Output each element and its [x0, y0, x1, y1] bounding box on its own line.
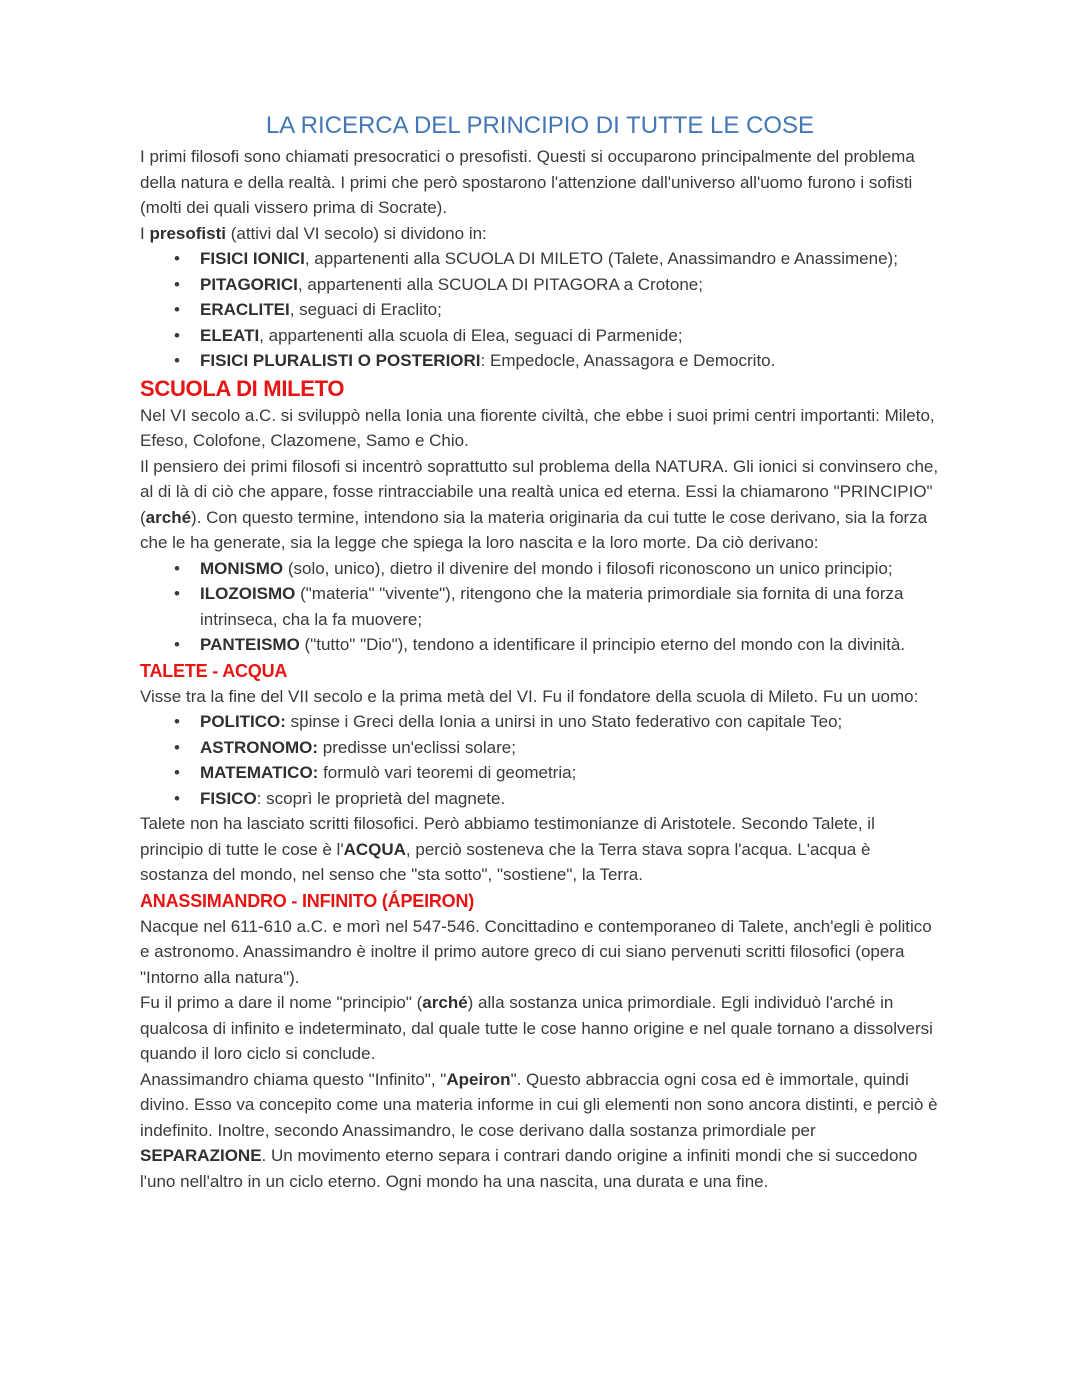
group-term: FISICI PLURALISTI O POSTERIORI: [200, 351, 481, 370]
list-item: [140, 297, 940, 323]
list-item: [140, 272, 940, 298]
mileto-paragraph-2: [140, 454, 940, 556]
derivation-desc: ("tutto" "Dio"), tendono a identificare il principio eterno del mondo con la divinità.: [299, 635, 906, 654]
role-desc: formulò vari teoremi di geometria;: [318, 763, 577, 782]
mileto-p2-c: ). Con questo termine, intendono sia la materia originaria da cui tutte le cose derivano, sia la forza che le ha generate, sia la legge che spiega la loro nascita e la loro morte. Da ciò derivano:: [140, 507, 928, 552]
acqua-term: ACQUA: [343, 839, 406, 859]
intro-paragraph: [140, 144, 940, 221]
presofisti-post: (attivi dal VI secolo) si dividono in:: [225, 223, 487, 243]
arche-term: arché: [422, 993, 468, 1012]
group-term: ELEATI: [200, 325, 260, 345]
presofisti-term: presofisti: [149, 223, 226, 243]
list-item: [140, 709, 940, 735]
mileto-p2-a: Il pensiero dei primi filosofi si incentrò soprattutto sul problema della NATURA. Gli ionici si convinsero che, al di là di ciò che appare, fosse rintracciabile una realtà unica ed eterna. Essi la chiamarono "PRINCIPIO" (: [140, 456, 939, 527]
anassimandro-p2-c: ) alla sostanza unica primordiale. Egli individuò l'arché in qualcosa di infinito e indeterminato, dal quale tutte le cose hanno origine e nel quale tornano a dissolversi quando il loro ciclo si conclude.: [140, 993, 933, 1063]
list-item: [140, 760, 940, 786]
anassimandro-p2-a: Fu il primo a dare il nome "principio" (: [140, 993, 423, 1012]
talete-p2-c: , perciò sosteneva che la Terra stava sopra l'acqua. L'acqua è sostanza del mondo, nel senso che "sta sotto", "sostiene", la Terra.: [140, 839, 871, 884]
arche-term: arché: [145, 507, 192, 527]
mileto-paragraph-1: [140, 403, 940, 454]
anassimandro-p3-e: . Un movimento eterno separa i contrari dando origine a infiniti mondi che si succedono l'uno nell'altro in un ciclo eterno. Ogni mondo ha una nascita, una durata e una fine.: [140, 1146, 918, 1191]
apeiron-term: Apeiron: [446, 1069, 511, 1089]
derivation-desc: (solo, unico), dietro il divenire del mondo i filosofi riconoscono un unico principio;: [283, 558, 893, 578]
list-item: [140, 246, 940, 272]
role-desc: predisse un'eclissi solare;: [318, 737, 516, 757]
group-term: FISICI IONICI: [200, 249, 305, 268]
role-desc: : scoprì le proprietà del magnete.: [256, 788, 506, 808]
group-desc: : Empedocle, Anassagora e Democrito.: [480, 351, 776, 370]
mileto-p1-text: Nel VI secolo a.C. si sviluppò nella Ionia una fiorente civiltà, che ebbe i suoi primi centri importanti: Mileto, Efeso, Colofone, Clazomene, Samo e Chio.: [140, 405, 935, 450]
presofisti-pre: I: [140, 223, 150, 243]
talete-p2-a: Talete non ha lasciato scritti filosofici. Però abbiamo testimonianze di Aristotele. Secondo Talete, il principio di tutte le cose è l': [140, 814, 875, 859]
role-term: ASTRONOMO:: [200, 737, 319, 757]
section-heading-scuola-di-mileto: SCUOLA DI MILETO: [140, 375, 345, 401]
separazione-term: SEPARAZIONE: [140, 1146, 262, 1165]
derivations-list: [140, 556, 940, 658]
anassimandro-paragraph-1: [140, 914, 940, 991]
list-item: [140, 735, 940, 761]
anassimandro-p3-c: ". Questo abbraccia ogni cosa ed è immortale, quindi divino. Esso va concepito come una materia informe in cui gli elementi non sono ancora distinti, e perciò è indefinito. Inoltre, secondo Anassimandro, le cose derivano dalla sostanza primordiale per: [140, 1069, 938, 1140]
group-desc: , seguaci di Eraclito;: [289, 300, 442, 319]
talete-roles-list: [140, 709, 940, 811]
presocratic-groups-list: [140, 246, 940, 374]
derivation-desc: ("materia" "vivente"), ritengono che la materia primordiale sia fornita di una forza intrinseca, cha la fa muovere;: [200, 584, 904, 629]
anassimandro-p1-text: Nacque nel 611-610 a.C. e morì nel 547-546. Concittadino e contemporaneo di Talete, anch'egli è politico e astronomo. Anassimandro è inoltre il primo autore greco di cui siano pervenuti scritti filosofici (opera "Intorno alla natura").: [140, 916, 932, 987]
document-title: LA RICERCA DEL PRINCIPIO DI TUTTE LE COSE: [265, 112, 815, 139]
derivation-term: PANTEISMO: [200, 635, 300, 654]
list-item: [140, 348, 940, 374]
list-item: [140, 556, 940, 582]
list-item: [140, 323, 940, 349]
presofisti-line: [140, 221, 940, 247]
talete-paragraph-2: [140, 811, 940, 888]
group-desc: , appartenenti alla SCUOLA DI MILETO (Talete, Anassimandro e Anassimene);: [304, 249, 898, 268]
talete-paragraph-1: [140, 684, 940, 710]
group-term: PITAGORICI: [200, 274, 298, 294]
derivation-term: MONISMO: [200, 558, 284, 578]
role-term: MATEMATICO:: [200, 763, 319, 782]
derivation-term: ILOZOISMO: [200, 584, 296, 603]
list-item: [140, 632, 940, 658]
talete-p1-text: Visse tra la fine del VII secolo e la prima metà del VI. Fu il fondatore della scuola di Mileto. Fu un uomo:: [140, 686, 919, 706]
anassimandro-p3-a: Anassimandro chiama questo "Infinito", ": [140, 1069, 447, 1089]
role-desc: spinse i Greci della Ionia a unirsi in uno Stato federativo con capitale Teo;: [285, 712, 843, 731]
anassimandro-paragraph-2: [140, 990, 940, 1067]
intro-text: I primi filosofi sono chiamati presocratici o presofisti. Questi si occuparono principalmente del problema della natura e della realtà. I primi che però spostarono l'attenzione dall'universo all'uomo furono i sofisti (molti dei quali vissero prima di Socrate).: [140, 147, 915, 217]
section-heading-anassimandro: ANASSIMANDRO - INFINITO (ÁPEIRON): [140, 890, 475, 911]
group-desc: , appartenenti alla SCUOLA DI PITAGORA a Crotone;: [297, 274, 703, 294]
role-term: POLITICO:: [200, 712, 286, 731]
section-heading-talete: TALETE - ACQUA: [140, 660, 288, 681]
list-item: [140, 786, 940, 812]
group-term: ERACLITEI: [200, 300, 290, 319]
anassimandro-paragraph-3: [140, 1067, 940, 1195]
role-term: FISICO: [200, 788, 257, 808]
group-desc: , appartenenti alla scuola di Elea, seguaci di Parmenide;: [259, 325, 683, 345]
list-item: [140, 581, 940, 632]
